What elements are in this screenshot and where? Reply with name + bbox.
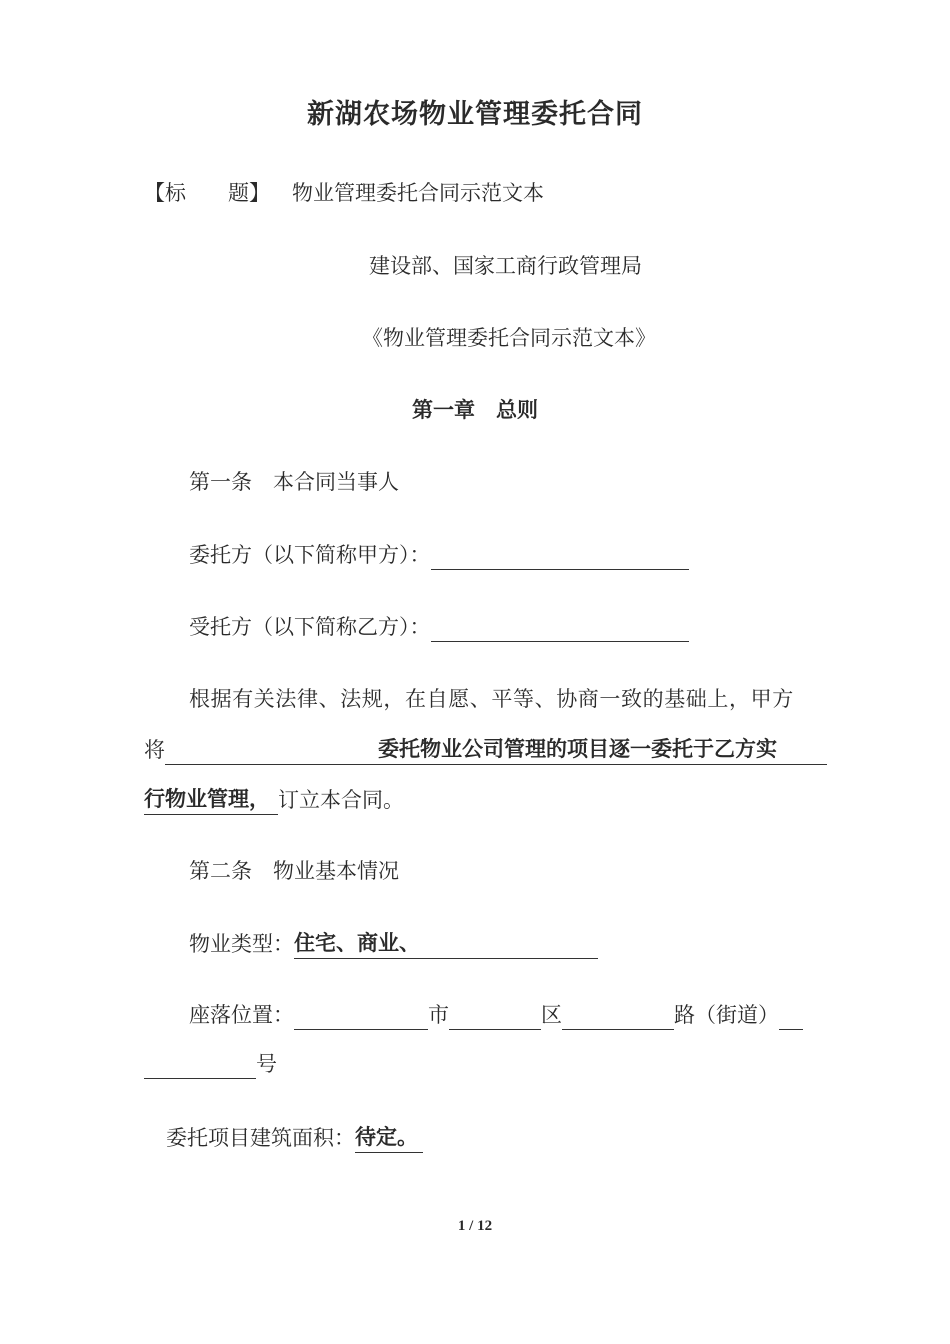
paragraph-1-bold-text: 委托物业公司管理的项目逐一委托于乙方实: [378, 736, 777, 761]
location-road-label: 路（街道）: [674, 1003, 779, 1027]
property-type-value: 住宅、商业、: [294, 928, 598, 959]
property-type-line: [189, 928, 598, 959]
paragraph-1-bold-end: 行物业管理，: [144, 784, 278, 815]
paragraph-1-prefix: 将: [144, 738, 165, 762]
location-number-blank: [144, 1054, 256, 1079]
area-line: [166, 1122, 423, 1153]
document-title: 新湖农场物业管理委托合同: [307, 99, 643, 130]
location-number-blank-start: [779, 1005, 803, 1030]
location-line: [189, 1000, 803, 1030]
party-b-label: 受托方（以下简称乙方）：: [189, 615, 431, 639]
property-type-label: 物业类型：: [189, 932, 294, 956]
party-b-blank: [431, 615, 689, 642]
location-city-blank: [294, 1005, 428, 1030]
party-a-line: [189, 540, 689, 570]
party-a-label: 委托方（以下简称甲方）：: [189, 543, 431, 567]
location-label: 座落位置：: [189, 1003, 294, 1027]
location-number-label: 号: [256, 1052, 277, 1076]
paragraph-1-underlined: [165, 734, 827, 765]
book-title-line: 《物业管理委托合同示范文本》: [362, 326, 656, 350]
paragraph-1-line-3: [144, 784, 404, 815]
chapter-heading: 第一章 总则: [412, 397, 538, 422]
area-label: 委托项目建筑面积：: [166, 1126, 355, 1150]
article-1-heading: 第一条 本合同当事人: [189, 470, 399, 494]
page-indicator: 1 / 12: [457, 1218, 493, 1234]
paragraph-1-end-text: 订立本合同。: [278, 788, 404, 812]
location-district-label: 区: [541, 1003, 562, 1027]
subject-label: 【标 题】: [144, 181, 270, 205]
article-2-heading: 第二条 物业基本情况: [189, 859, 399, 883]
location-district-blank: [449, 1005, 541, 1030]
party-a-blank: [431, 543, 689, 570]
location-city-label: 市: [428, 1003, 449, 1027]
location-line-2: [144, 1049, 277, 1079]
paragraph-1-line-2: [144, 734, 827, 765]
subject-line: [144, 178, 544, 208]
subject-value: 物业管理委托合同示范文本: [292, 181, 544, 205]
party-b-line: [189, 612, 689, 642]
location-road-blank: [562, 1005, 674, 1030]
paragraph-1-line-1: 根据有关法律、法规，在自愿、平等、协商一致的基础上，甲方: [189, 687, 794, 711]
area-value: 待定。: [355, 1122, 423, 1153]
issuer-line: 建设部、国家工商行政管理局: [369, 254, 642, 278]
